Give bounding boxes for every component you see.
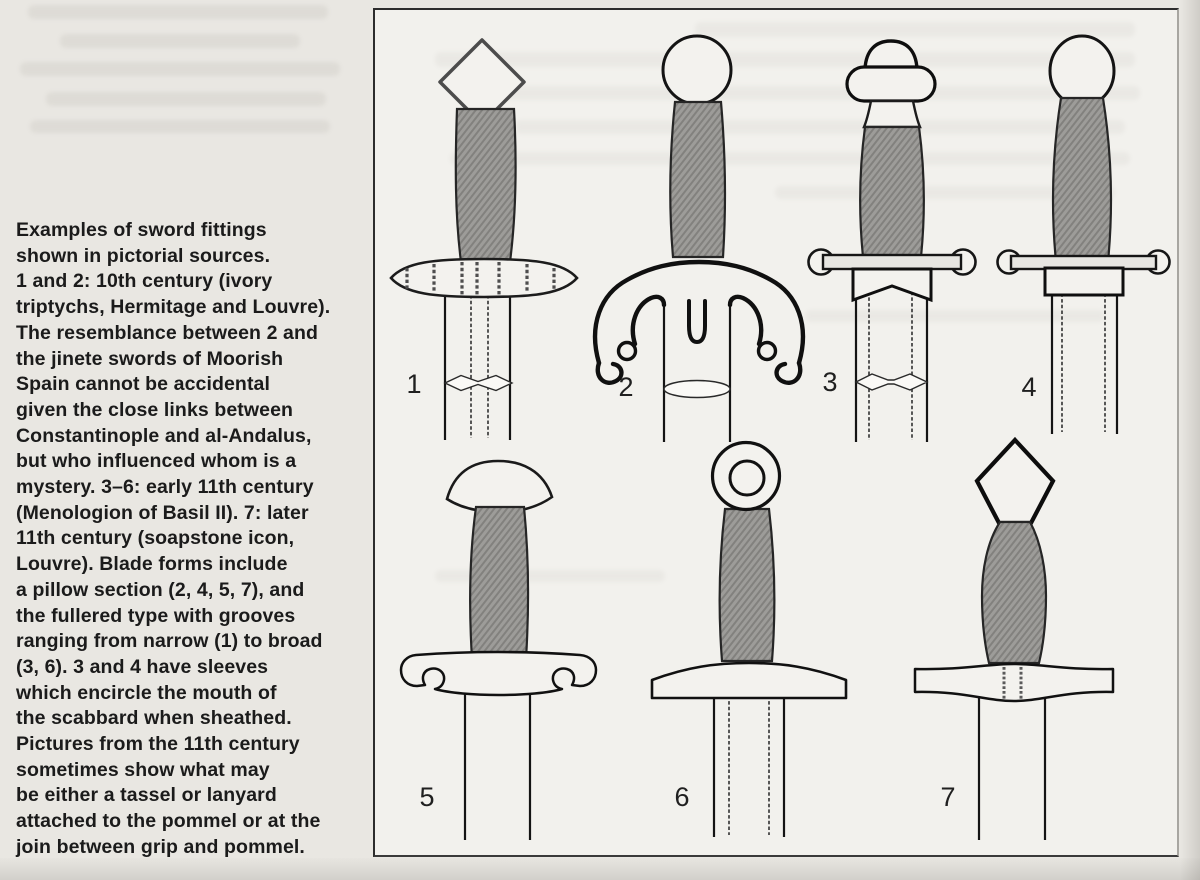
sword-4-drawing (998, 36, 1170, 434)
caption-line: join between grip and pommel. (16, 835, 305, 858)
caption-line: be either a tassel or lanyard (16, 784, 277, 807)
sword-2-label: 2 (618, 372, 634, 402)
sword-7-blade (979, 682, 1045, 840)
sword-3-blade (856, 282, 927, 442)
caption-line: the fullered type with grooves (16, 604, 296, 627)
sword-2-blade (664, 306, 730, 442)
sword-5-drawing (401, 461, 596, 840)
sword-7-grip (982, 522, 1046, 663)
sword-5-grip (470, 507, 528, 659)
sword-7-crossguard (915, 664, 1113, 701)
caption-line: The resemblance between 2 and (16, 321, 319, 344)
caption-line: Spain cannot be accidental (16, 373, 270, 396)
caption-line: 11th century (soapstone icon, (16, 527, 295, 550)
sword-4-label: 4 (1021, 372, 1037, 402)
caption-line: Louvre). Blade forms include (16, 553, 288, 576)
sword-6-drawing (652, 443, 846, 838)
sword-3-label: 3 (822, 367, 838, 397)
sword-2-pommel-round (663, 36, 731, 104)
caption-line: shown in pictorial sources. (16, 244, 271, 267)
sword-3-scabbard-sleeve (853, 269, 931, 300)
sword-7-drawing (915, 440, 1113, 840)
caption-line: (3, 6). 3 and 4 have sleeves (16, 655, 269, 678)
sword-3-pommel-dome (865, 41, 917, 69)
sword-4-pommel-round (1050, 36, 1114, 106)
sword-1-fuller-lines (471, 278, 488, 438)
caption-line: Pictures from the 11th century (16, 733, 300, 756)
sword-4-grip (1053, 98, 1111, 262)
sword-2-crossguard (595, 262, 803, 383)
sword-1-label: 1 (406, 369, 422, 399)
caption-line: sometimes show what may (16, 758, 270, 781)
caption-line: triptychs, Hermitage and Louvre). (16, 296, 331, 319)
caption-line: Constantinople and al-Andalus, (16, 424, 312, 447)
sword-3-crossguard-bar (823, 255, 961, 269)
caption-line: which encircle the mouth of (16, 681, 277, 704)
caption-line: mystery. 3–6: early 11th century (16, 476, 314, 499)
sword-6-grip (720, 509, 775, 661)
sword-5-pommel-crescent (447, 461, 552, 512)
caption-line: the jinete swords of Moorish (16, 347, 284, 370)
sword-3-neck (864, 101, 920, 127)
sword-7-label: 7 (940, 782, 956, 812)
caption-line: given the close links between (16, 398, 294, 421)
sword-3-grip (860, 127, 924, 257)
sword-fittings-diagram (375, 10, 1177, 855)
sword-4-scabbard-sleeve (1045, 268, 1123, 295)
sword-3-fuller-lines (869, 286, 912, 440)
sword-6-crossguard (652, 663, 846, 698)
caption-line: attached to the pommel or at the (16, 810, 321, 833)
page-right-edge-shadow (1180, 0, 1200, 880)
figure-caption (16, 218, 368, 861)
sword-6-pommel-ring-inner (730, 461, 764, 495)
sword-6-fuller-lines (729, 684, 769, 835)
sword-1-crossguard (391, 259, 577, 297)
caption-line: but who influenced whom is a (16, 450, 297, 473)
sword-5-label: 5 (419, 782, 435, 812)
sword-3-cross-section (856, 374, 927, 390)
caption-line: (Menologion of Basil II). 7: later (16, 501, 309, 524)
figure-box (373, 8, 1179, 857)
page-bottom-edge-shadow (0, 858, 1200, 880)
sword-1-drawing (391, 40, 577, 440)
sword-7-pommel-pentagon (977, 440, 1053, 523)
sword-1-grip (456, 109, 516, 262)
sword-2-cross-section-lens (664, 381, 730, 398)
sword-6-label: 6 (674, 782, 690, 812)
sword-6-blade (714, 682, 784, 837)
sword-4-fuller-lines (1062, 282, 1105, 432)
sword-3-pommel-base (847, 67, 935, 101)
sword-3-drawing (809, 41, 976, 442)
caption-line: a pillow section (2, 4, 5, 7), and (16, 578, 305, 601)
sword-5-crossguard (401, 652, 596, 695)
sword-1-cross-section (445, 376, 512, 391)
caption-line: ranging from narrow (1) to broad (16, 630, 323, 653)
caption-line: Examples of sword fittings (16, 219, 267, 241)
sword-2-grip (670, 102, 725, 257)
caption-line: the scabbard when sheathed. (16, 707, 292, 730)
sword-2-drawing (595, 36, 803, 442)
caption-line: 1 and 2: 10th century (ivory (16, 270, 273, 293)
sword-1-blade (445, 278, 510, 440)
